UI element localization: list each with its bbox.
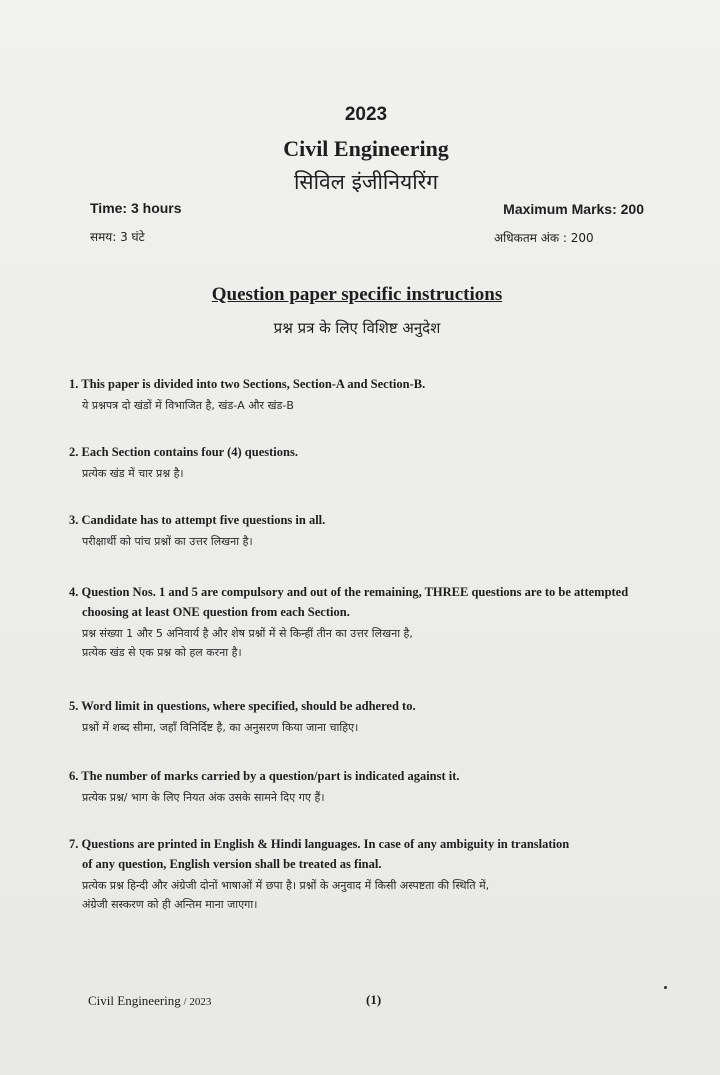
instructions-title: Question paper specific instructions [211, 284, 503, 305]
time-label: Time: 3 hours [90, 200, 182, 216]
instruction-item-2 [69, 442, 689, 483]
instruction-hindi-line-1: प्रश्न संख्या 1 और 5 अनिवार्य है और शेष प्रश्नों में से किन्हीं तीन का उत्तर लिखना है, [82, 627, 413, 640]
max-marks-label: Maximum Marks: 200 [503, 201, 644, 217]
instruction-text: 3. Candidate has to attempt five questions in all. [69, 513, 326, 527]
instruction-item-1 [69, 374, 689, 415]
instruction-text: 1. This paper is divided into two Sections, Section-A and Section-B. [69, 377, 426, 391]
instruction-text: 6. The number of marks carried by a question/part is indicated against it. [69, 769, 460, 783]
instruction-line-2: of any question, English version shall be treated as final. [82, 857, 382, 871]
footer-subject [88, 993, 211, 1009]
footer-year: / 2023 [180, 996, 212, 1008]
time-label-hindi: समय: 3 घंटे [90, 230, 145, 244]
exam-year: 2023 [344, 104, 388, 125]
instruction-hindi-line-1: प्रत्येक प्रश्न हिन्दी और अंग्रेजी दोनों भाषाओं में छपा है। प्रश्नों के अनुवाद में किसी अस्पष्टता की स्थिति में, [82, 879, 490, 892]
instruction-text-hindi [82, 624, 689, 662]
instruction-text [69, 582, 689, 622]
instruction-text-hindi: ये प्रश्नपत्र दो खंडों में विभाजित है, खंड-A और खंड-B [82, 399, 294, 412]
instruction-hindi-line-2: अंग्रेजी सस्करण को ही अन्तिम माना जाएगा। [82, 898, 258, 911]
instruction-line-1: 4. Question Nos. 1 and 5 are compulsory and out of the remaining, THREE questions are to be attempted [69, 585, 629, 599]
instruction-text-hindi [82, 876, 689, 914]
instruction-item-7 [69, 834, 689, 914]
max-marks-label-hindi: अधिकतम अंक : 200 [494, 231, 594, 245]
instruction-text-hindi: प्रत्येक खंड में चार प्रश्न है। [82, 467, 184, 480]
instruction-item-5 [69, 696, 689, 737]
instruction-text-hindi: प्रत्येक प्रश्न/ भाग के लिए नियत अंक उसके सामने दिए गए हैं। [82, 791, 325, 804]
footer-subject-name: Civil Engineering [88, 993, 181, 1008]
instruction-item-3 [69, 510, 689, 551]
page-number: (1) [366, 992, 382, 1007]
instruction-hindi-line-2: प्रत्येक खंड से एक प्रश्न को हल करना है। [82, 646, 242, 659]
instruction-item-6 [69, 766, 689, 807]
instruction-line-1: 7. Questions are printed in English & Hindi languages. In case of any ambiguity in translation [69, 837, 570, 851]
scan-speck [664, 986, 667, 989]
instruction-line-2: choosing at least ONE question from each Section. [82, 605, 350, 619]
subject-title-hindi: सिविल इंजीनियरिंग [293, 170, 439, 194]
instruction-text-hindi: प्रश्नों में शब्द सीमा, जहाँ विनिर्दिष्ट है, का अनुसरण किया जाना चाहिए। [82, 721, 359, 734]
instruction-item-4 [69, 582, 689, 662]
instruction-text: 2. Each Section contains four (4) questions. [69, 445, 298, 459]
instruction-text-hindi: परीक्षार्थी को पांच प्रश्नों का उत्तर लिखना है। [82, 535, 253, 548]
instruction-text: 5. Word limit in questions, where specified, should be adhered to. [69, 699, 416, 713]
instruction-text [69, 834, 689, 874]
instructions-title-hindi: प्रश्न प्रत्र के लिए विशिष्ट अनुदेश [273, 319, 441, 337]
subject-title: Civil Engineering [283, 136, 449, 161]
